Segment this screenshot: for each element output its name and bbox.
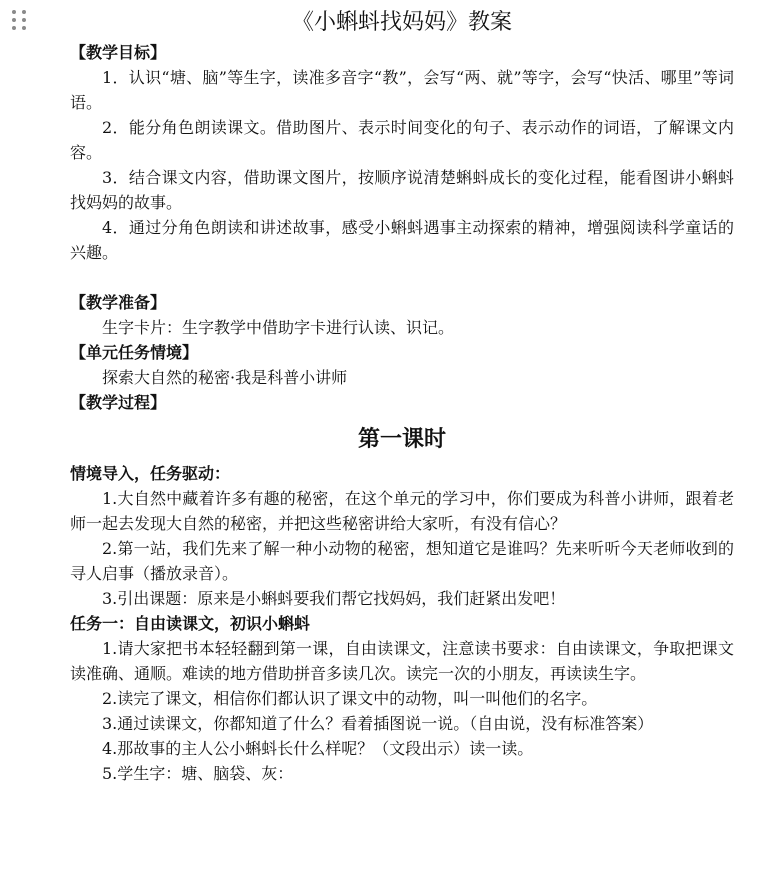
goal-item: 1．认识“塘、脑”等生字，读准多音字“教”，会写“两、就”等字，会写“快活、哪里”等词语。 [70, 68, 734, 112]
drag-handle-icon[interactable] [12, 10, 30, 32]
task1-item: 1.请大家把书本轻轻翻到第一课，自由读课文，注意读书要求：自由读课文，争取把课文读准确、通顺。难读的地方借助拼音多读几次。读完一次的小朋友，再读读生字。 [70, 639, 734, 683]
prep-text: 生字卡片：生字教学中借助字卡进行认读、识记。 [102, 318, 455, 337]
goal-item: 3．结合课文内容，借助课文图片，按顺序说清楚蝌蚪成长的变化过程，能看图讲小蝌蚪找妈妈的故事。 [70, 168, 734, 212]
spacer [70, 265, 734, 290]
intro-heading: 情境导入，任务驱动： [70, 464, 231, 483]
goal-item: 4．通过分角色朗读和讲述故事，感受小蝌蚪遇事主动探索的精神，增强阅读科学童话的兴趣。 [70, 218, 734, 262]
task1-item: 5.学生字：塘、脑袋、灰： [102, 764, 294, 783]
task1-item: 2.读完了课文，相信你们都认识了课文中的动物，叫一叫他们的名字。 [102, 689, 598, 708]
task1-heading: 任务一：自由读课文，初识小蝌蚪 [70, 614, 311, 633]
intro-item: 2.第一站，我们先来了解一种小动物的秘密，想知道它是谁吗？先来听听今天老师收到的寻人启事（播放录音）。 [70, 539, 734, 583]
task1-item: 4.那故事的主人公小蝌蚪长什么样呢？（文段出示）读一读。 [102, 739, 534, 758]
intro-item: 3.引出课题：原来是小蝌蚪要我们帮它找妈妈，我们赶紧出发吧！ [102, 589, 566, 608]
process-heading: 【教学过程】 [70, 393, 167, 412]
intro-item: 1.大自然中藏着许多有趣的秘密，在这个单元的学习中，你们要成为科普小讲师，跟着老师一起去发现大自然的秘密，并把这些秘密讲给大家听，有没有信心？ [70, 489, 734, 533]
goal-item: 2．能分角色朗读课文。借助图片、表示时间变化的句子、表示动作的词语，了解课文内容。 [70, 118, 734, 162]
unit-text: 探索大自然的秘密·我是科普小讲师 [102, 368, 348, 387]
document-title: 《小蝌蚪找妈妈》教案 [291, 10, 512, 35]
prep-heading: 【教学准备】 [70, 293, 167, 312]
lesson-title: 第一课时 [357, 426, 446, 452]
goals-heading: 【教学目标】 [70, 43, 167, 62]
document-page [70, 0, 734, 786]
unit-heading: 【单元任务情境】 [70, 343, 199, 362]
task1-item: 3.通过读课文，你都知道了什么？看着插图说一说。（自由说，没有标准答案） [102, 714, 654, 733]
